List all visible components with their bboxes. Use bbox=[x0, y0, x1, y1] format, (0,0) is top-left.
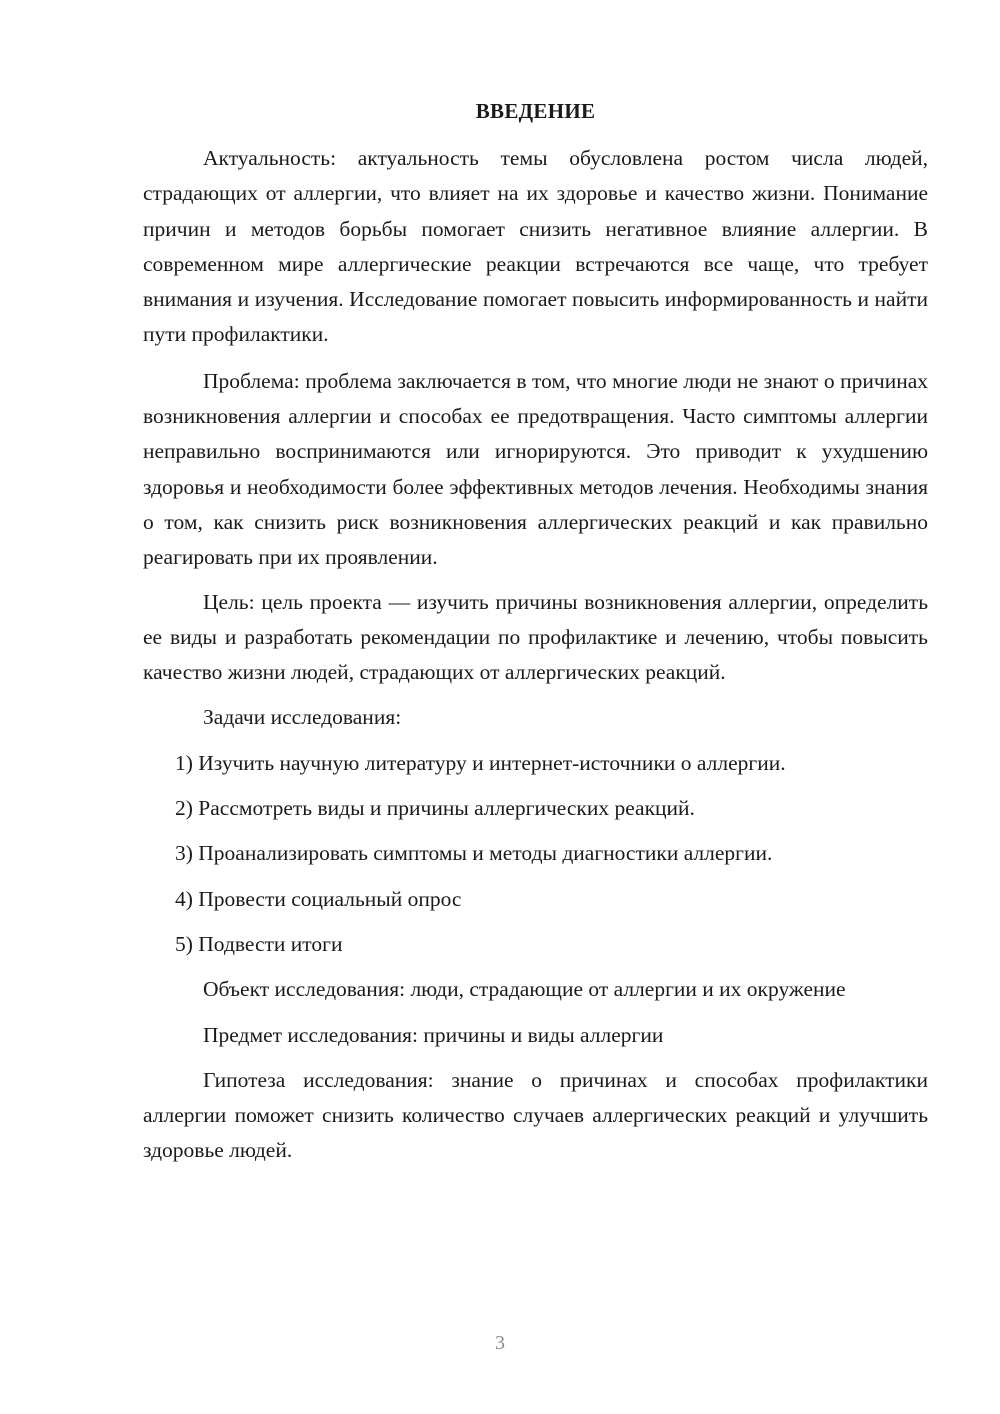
tasks-list bbox=[143, 746, 928, 962]
tasks-title: Задачи исследования: bbox=[203, 705, 402, 730]
object-paragraph: Объект исследования: люди, страдающие от аллергии и их окружение bbox=[203, 977, 846, 1002]
problem-paragraph: Проблема: проблема заключается в том, что многие люди не знают о причинах возникновения аллергии и способах ее предотвращения. Часто симптомы аллергии неправильно воспринимаются или игнорируются. Это приводит к ухудшению здоровья и необходимости более эффективных методов лечения. Необходимы знания о том, как снизить риск возникновения аллергических реакций и как правильно реагировать при их проявлении. bbox=[143, 368, 928, 570]
list-item: 5) Подвести итоги bbox=[175, 931, 343, 956]
list-item: 1) Изучить научную литературу и интернет-источники о аллергии. bbox=[175, 750, 786, 775]
hypothesis-paragraph: Гипотеза исследования: знание о причинах и способах профилактики аллергии поможет снизить количество случаев аллергических реакций и улучшить здоровье людей. bbox=[143, 1067, 928, 1163]
page-title: ВВЕДЕНИЕ bbox=[475, 99, 596, 123]
list-item: 3) Проанализировать симптомы и методы диагностики аллергии. bbox=[175, 841, 773, 866]
relevance-paragraph: Актуальность: актуальность темы обусловлена ростом числа людей, страдающих от аллергии, что влияет на их здоровье и качество жизни. Понимание причин и методов борьбы помогает снизить негативное влияние аллергии. В современном мире аллергические реакции встречаются все чаще, что требует внимания и изучения. Исследование помогает повысить информированность и найти пути профилактики. bbox=[143, 146, 928, 347]
page-number: 3 bbox=[495, 1332, 505, 1354]
list-item: 2) Рассмотреть виды и причины аллергических реакций. bbox=[175, 796, 695, 821]
document-page bbox=[143, 94, 928, 1178]
goal-paragraph: Цель: цель проекта — изучить причины возникновения аллергии, определить ее виды и разработать рекомендации по профилактике и лечению, чтобы повысить качество жизни людей, страдающих от аллергических реакций. bbox=[143, 589, 928, 685]
subject-paragraph: Предмет исследования: причины и виды аллергии bbox=[203, 1022, 664, 1047]
list-item: 4) Провести социальный опрос bbox=[175, 886, 462, 911]
